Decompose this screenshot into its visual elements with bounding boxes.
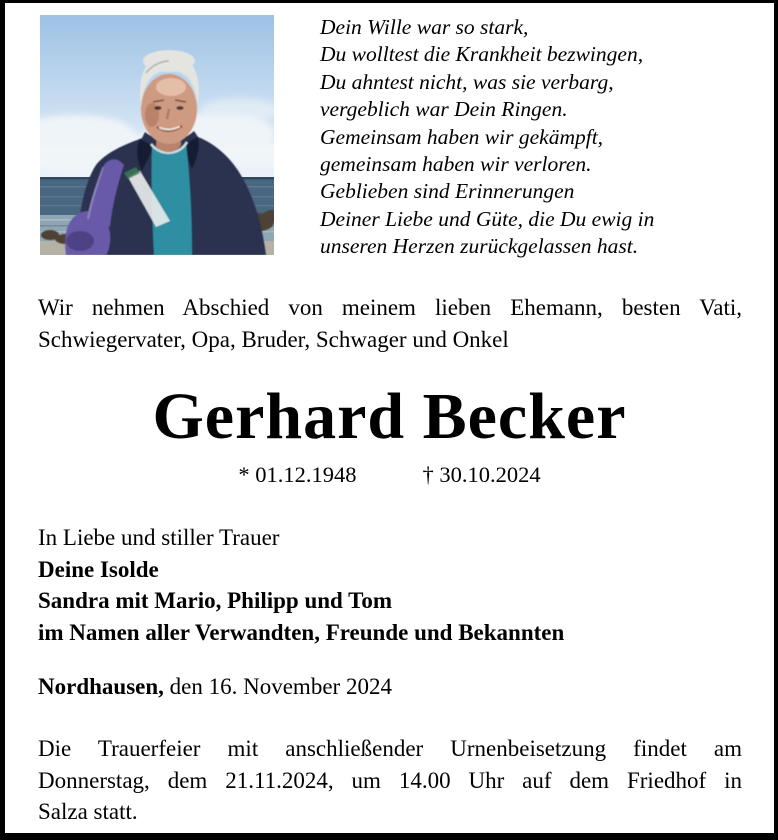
birth-date: * 01.12.1948 — [238, 462, 357, 487]
deceased-name: Gerhard Becker — [152, 380, 627, 453]
poem-line: Deiner Liebe und Güte, die Du ewig in — [320, 206, 655, 231]
mourners-block — [38, 522, 564, 648]
mourning-family-line: Sandra mit Mario, Philipp und Tom — [38, 588, 393, 614]
mourning-others-line: im Namen aller Verwandten, Freunde und Bekannten — [38, 619, 565, 645]
death-date: † 30.10.2024 — [422, 462, 541, 487]
poem-line: Du wolltest die Krankheit bezwingen, — [320, 42, 644, 67]
farewell-text — [38, 292, 742, 355]
mourning-intro-line: In Liebe und stiller Trauer — [38, 525, 280, 550]
funeral-notice — [38, 733, 742, 828]
farewell-line: Schwiegervater, Opa, Bruder, Schwager und Onkel — [38, 326, 509, 352]
photo-shirt — [152, 143, 192, 255]
place-date-line — [38, 671, 392, 703]
poem-line: Geblieben sind Erinnerungen — [320, 179, 575, 204]
memorial-poem — [320, 14, 654, 261]
poem-line: Gemeinsam haben wir gekämpft, — [320, 124, 604, 149]
poem-line: gemeinsam haben wir verloren. — [320, 152, 592, 177]
poem-line: unseren Herzen zurückgelassen hast. — [320, 234, 639, 259]
funeral-line: Die Trauerfeier mit anschließender Urnenbeisetzung findet am — [38, 736, 742, 761]
portrait-photo — [40, 15, 274, 255]
poem-line: Dein Wille war so stark, — [320, 15, 529, 39]
funeral-line: Donnerstag, dem 21.11.2024, um 14.00 Uhr auf dem Friedhof in — [38, 767, 742, 793]
poem-line: Du ahntest nicht, was sie verbarg, — [320, 69, 614, 94]
date-text: den 16. November 2024 — [169, 674, 392, 699]
poem-line: vergeblich war Dein Ringen. — [320, 97, 568, 122]
funeral-line: Salza statt. — [38, 799, 138, 825]
life-dates — [5, 459, 774, 490]
farewell-line: Wir nehmen Abschied von meinem lieben Ehemann, besten Vati, — [38, 295, 742, 320]
city-name: Nordhausen, — [38, 674, 164, 699]
mourning-wife-line: Deine Isolde — [38, 556, 159, 582]
